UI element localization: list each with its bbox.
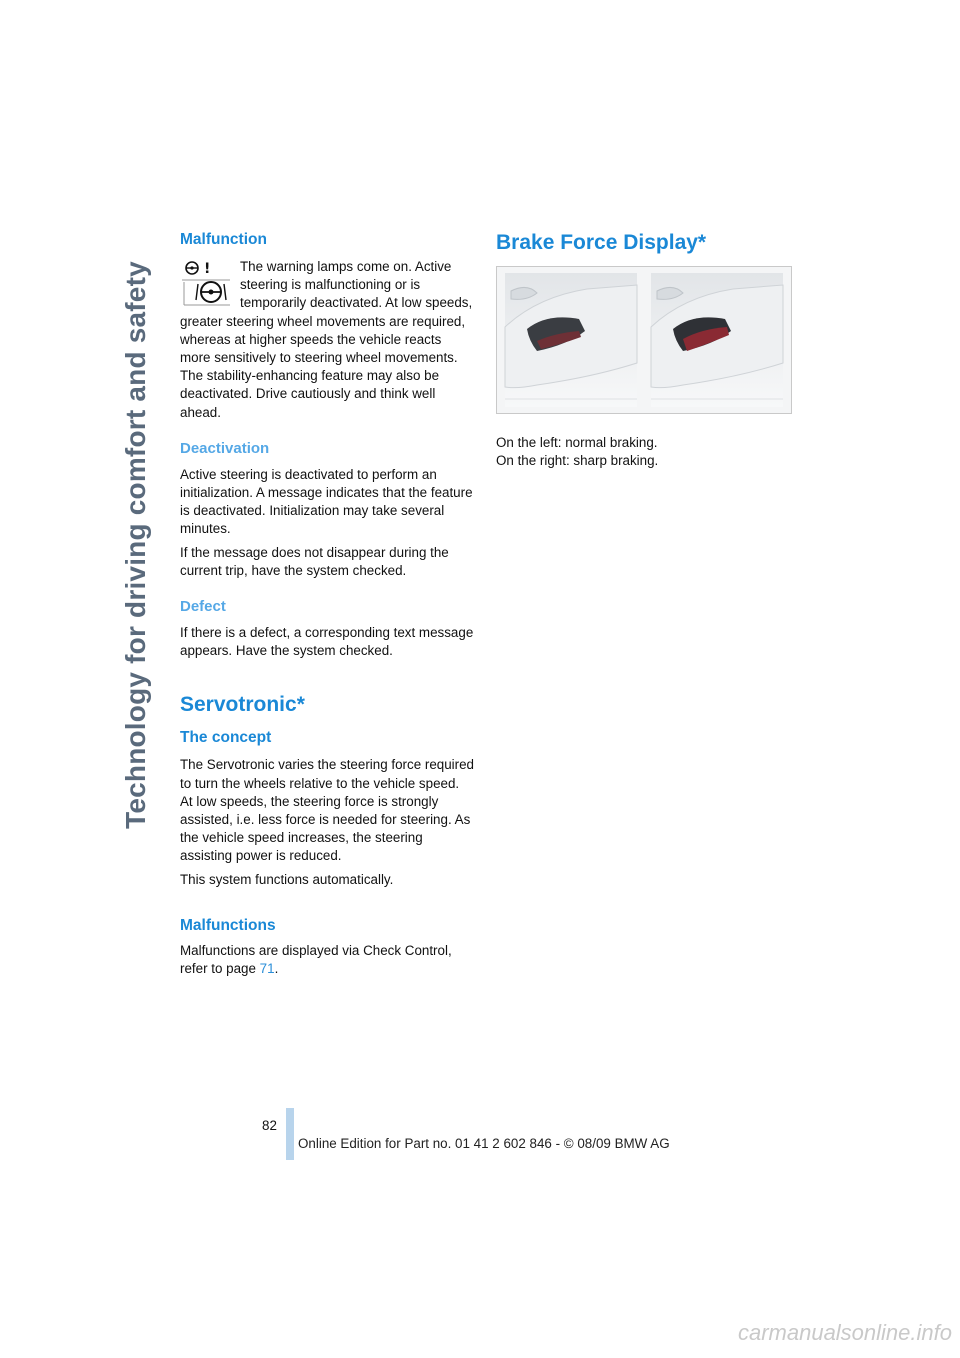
concept-paragraph-3: This system functions automatically. [180, 871, 394, 887]
deactivation-heading: Deactivation [180, 439, 270, 457]
servotronic-heading: Servotronic* [180, 693, 305, 717]
deactivation-paragraph-2: If the message does not disappear during the current trip, have the system checked. [180, 544, 449, 578]
watermark: carmanualsonline.info [737, 1320, 952, 1345]
malfunctions-paragraph [180, 942, 474, 978]
brake-force-display-heading: Brake Force Display* [496, 231, 707, 254]
chapter-side-title-text: Technology for driving comfort and safety [120, 261, 151, 829]
footer-edition-text: Online Edition for Part no. 01 41 2 602 846 - © 08/09 BMW AG [298, 1136, 670, 1151]
defect-heading: Defect [180, 598, 226, 616]
malfunction-heading: Malfunction [180, 231, 267, 248]
defect-paragraph: If there is a defect, a corresponding text message appears. Have the system checked. [180, 625, 474, 659]
page-71-link[interactable]: 71 [259, 961, 275, 977]
footer-accent-bar [286, 1108, 294, 1160]
chapter-side-title [112, 230, 160, 860]
malfunction-block [180, 258, 474, 422]
brake-lights-illustration [496, 266, 792, 414]
svg-text:!: ! [204, 261, 211, 277]
malfunctions-text-end: . [274, 961, 279, 977]
page-number: 82 [262, 1118, 277, 1133]
caption-sharp-braking: On the right: sharp braking. [496, 453, 659, 469]
brake-lights-picture [497, 267, 791, 413]
malfunctions-text: Malfunctions are displayed via Check Control, refer to page [180, 942, 452, 977]
malfunctions-heading: Malfunctions [180, 916, 276, 934]
concept-paragraph-2: At low speeds, the steering force is strongly assisted, i.e. less force is needed for steering. As the vehicle speed increases, the steering assisting power is reduced. [180, 793, 471, 864]
deactivation-paragraph-1: Active steering is deactivated to perform an initialization. A message indicates that the feature is deactivated. Initialization may take several minutes. [180, 466, 473, 537]
malfunction-text: The warning lamps come on. Active steering is malfunctioning or is temporarily deactivated. At low speeds, greater steering wheel movements are required, whereas at higher speeds the vehicle reacts more sensitively to steering wheel movements. The stability-enhancing feature may also be deactivated. Drive cautiously and think well ahead. [180, 259, 473, 420]
left-column [180, 230, 474, 983]
concept-paragraph-1: The Servotronic varies the steering force required to turn the wheels relative to the vehicle speed. [180, 757, 474, 791]
concept-heading: The concept [180, 729, 272, 747]
right-column [496, 230, 790, 470]
caption-normal-braking: On the left: normal braking. [496, 435, 658, 450]
steering-warning-icon [180, 258, 232, 308]
